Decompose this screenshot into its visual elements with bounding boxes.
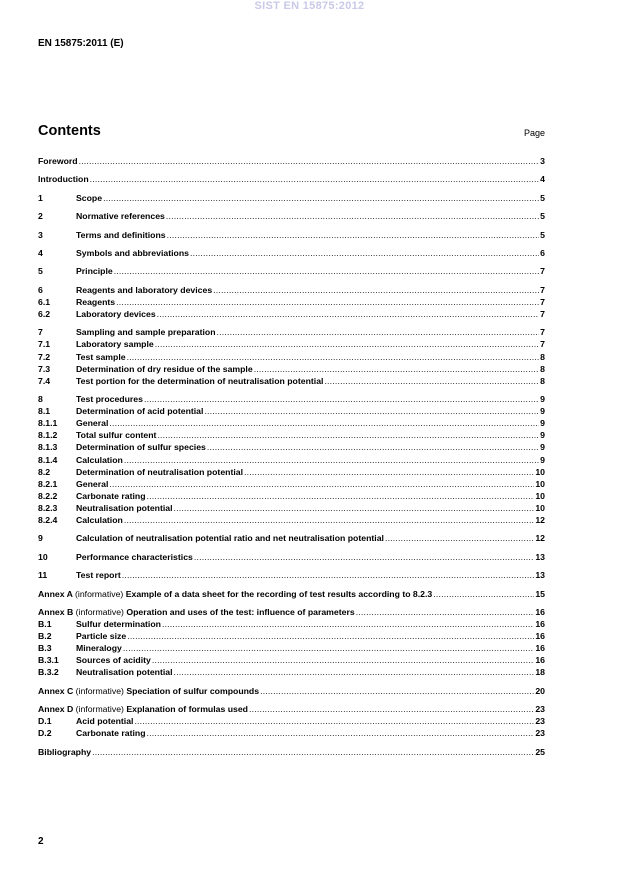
toc-entry-number: B.2 — [38, 631, 52, 642]
toc-entry-title: Calculation — [76, 515, 123, 526]
toc-entry-title: Test report — [76, 570, 121, 581]
toc-group — [38, 210, 545, 222]
toc-entry-page: 5 — [540, 229, 545, 240]
toc-entry[interactable] — [38, 210, 545, 222]
annex-label: Annex A — [38, 588, 76, 599]
toc-entry-number: 10 — [38, 551, 48, 562]
toc-entry[interactable] — [38, 630, 545, 642]
dot-leader — [194, 551, 534, 563]
dot-leader — [385, 532, 534, 544]
toc-entry[interactable] — [38, 405, 545, 417]
dot-leader — [155, 338, 539, 350]
toc-group — [38, 284, 545, 320]
toc-entry-title: Laboratory sample — [76, 339, 154, 350]
dot-leader — [162, 618, 534, 630]
toc-entry[interactable] — [38, 703, 545, 715]
toc-entry-title: Normative references — [76, 211, 165, 222]
dot-leader — [122, 569, 535, 581]
toc-entry-number: 9 — [38, 533, 43, 544]
toc-entry-number: 8.2.1 — [38, 478, 58, 489]
dot-leader — [134, 715, 534, 727]
dot-leader — [356, 606, 535, 618]
toc-entry-page: 5 — [540, 192, 545, 203]
annex-title: Explanation of formulas used — [126, 704, 248, 715]
toc-entry-title: Introduction — [38, 174, 89, 185]
toc-entry-title: Determination of neutralisation potential — [76, 466, 244, 477]
toc-entry-number: B.3 — [38, 643, 52, 654]
toc-entry-number: 8.2.4 — [38, 515, 58, 526]
toc-entry-number: 2 — [38, 211, 43, 222]
toc-entry-title: Scope — [76, 192, 103, 203]
toc-entry[interactable] — [38, 308, 545, 320]
toc-entry-number: 1 — [38, 192, 43, 203]
toc-entry[interactable] — [38, 441, 545, 453]
dot-leader — [244, 466, 534, 478]
toc-entry-page: 23 — [535, 704, 545, 715]
dot-leader — [207, 441, 539, 453]
annex-title: Speciation of sulfur compounds — [126, 685, 260, 696]
toc-entry-number: 8.1 — [38, 406, 51, 417]
dot-leader — [116, 296, 539, 308]
toc-entry-page: 16 — [535, 606, 545, 617]
toc-entry[interactable] — [38, 417, 545, 429]
toc-entry[interactable] — [38, 514, 545, 526]
toc-entry-title: Symbols and abbreviations — [76, 247, 189, 258]
toc-entry-page: 13 — [535, 551, 545, 562]
toc-entry-page: 15 — [535, 588, 545, 599]
toc-entry-page: 9 — [540, 442, 545, 453]
toc-entry-number: 4 — [38, 247, 43, 258]
toc-entry[interactable] — [38, 642, 545, 654]
toc-entry[interactable] — [38, 618, 545, 630]
dot-leader — [167, 229, 540, 241]
toc-entry-title: Determination of acid potential — [76, 406, 204, 417]
toc-entry-number: 8.2 — [38, 466, 51, 477]
toc-entry-page: 23 — [535, 716, 545, 727]
toc-entry[interactable] — [38, 715, 545, 727]
toc-entry-number: 8.1.2 — [38, 430, 58, 441]
annex-label: Annex C — [38, 685, 76, 696]
toc-entry-title: Sulfur determination — [76, 619, 161, 630]
toc-entry[interactable] — [38, 551, 545, 563]
dot-leader — [152, 654, 534, 666]
annex-title: Operation and uses of the test: influence of parameters — [126, 606, 355, 617]
toc-entry-number: 8 — [38, 394, 43, 405]
toc-entry[interactable] — [38, 326, 545, 338]
toc-entry-title: Determination of sulfur species — [76, 442, 206, 453]
contents-title: Contents — [38, 123, 101, 139]
toc-entry-page: 9 — [540, 406, 545, 417]
toc-entry[interactable] — [38, 351, 545, 363]
toc-entry[interactable] — [38, 532, 545, 544]
toc-entry[interactable] — [38, 393, 545, 405]
toc-entry[interactable] — [38, 502, 545, 514]
toc-entry[interactable] — [38, 229, 545, 241]
toc-entry-number: D.2 — [38, 728, 52, 739]
dot-leader — [123, 642, 534, 654]
toc-entry[interactable] — [38, 454, 545, 466]
toc-entry-page: 12 — [535, 515, 545, 526]
toc-entry[interactable] — [38, 192, 545, 204]
toc-entry[interactable] — [38, 284, 545, 296]
annex-type: (informative) — [75, 704, 127, 715]
dot-leader — [166, 210, 539, 222]
page-number: 2 — [38, 836, 44, 847]
toc-entry-number: 7.1 — [38, 339, 51, 350]
toc-entry-title: Principle — [76, 266, 113, 277]
toc-entry-page: 7 — [540, 284, 545, 295]
toc-entry-page: 23 — [535, 728, 545, 739]
toc-entry-title: Test portion for the determination of neutralisation potential — [76, 375, 324, 386]
dot-leader — [103, 192, 539, 204]
toc-entry-title: Neutralisation potential — [76, 502, 173, 513]
dot-leader — [174, 666, 535, 678]
toc-entry-page: 8 — [540, 363, 545, 374]
toc-entry-page: 16 — [535, 643, 545, 654]
toc-entry-title: Carbonate rating — [76, 490, 146, 501]
annex-type: (informative) — [75, 685, 127, 696]
dot-leader — [92, 746, 534, 758]
toc-entry-page: 4 — [540, 174, 545, 185]
dot-leader — [324, 375, 539, 387]
toc-group — [38, 746, 545, 758]
toc-entry[interactable] — [38, 569, 545, 581]
toc-entry-number: 8.2.3 — [38, 502, 58, 513]
toc-group — [38, 229, 545, 241]
toc-entry-page: 8 — [540, 375, 545, 386]
toc-entry[interactable] — [38, 466, 545, 478]
toc-entry[interactable] — [38, 478, 545, 490]
toc-entry-title: Neutralisation potential — [76, 667, 173, 678]
dot-leader — [90, 173, 539, 185]
toc-group — [38, 551, 545, 563]
dot-leader — [217, 326, 540, 338]
toc-entry-title: General — [76, 418, 109, 429]
toc-entry[interactable] — [38, 155, 545, 167]
toc-group — [38, 393, 545, 526]
toc-entry-title: Acid potential — [76, 716, 134, 727]
toc-entry-number: D.1 — [38, 716, 52, 727]
toc-entry-number: 5 — [38, 266, 43, 277]
toc-entry[interactable] — [38, 429, 545, 441]
dot-leader — [127, 630, 534, 642]
dot-leader — [190, 247, 539, 259]
dot-leader — [157, 429, 539, 441]
toc-entry-page: 10 — [535, 478, 545, 489]
toc-entry-number: 8.1.4 — [38, 454, 58, 465]
toc-entry-title: Test sample — [76, 351, 126, 362]
toc-entry-number: 8.1.3 — [38, 442, 58, 453]
toc-entry-page: 12 — [535, 533, 545, 544]
dot-leader — [109, 478, 534, 490]
toc-entry-number: 6.1 — [38, 296, 51, 307]
toc-entry-page: 9 — [540, 418, 545, 429]
toc-entry-title — [38, 606, 355, 618]
toc-entry-title: Mineralogy — [76, 643, 122, 654]
toc-entry[interactable] — [38, 265, 545, 277]
dot-leader — [124, 454, 539, 466]
toc-entry-number: B.3.1 — [38, 655, 59, 666]
toc-entry[interactable] — [38, 247, 545, 259]
toc-entry-page: 13 — [535, 570, 545, 581]
annex-type: (informative) — [75, 606, 127, 617]
toc-entry-title: Sampling and sample preparation — [76, 327, 216, 338]
toc-entry-title: Bibliography — [38, 746, 92, 757]
toc-entry-page: 9 — [540, 394, 545, 405]
toc-entry-title: Calculation — [76, 454, 123, 465]
toc-group — [38, 192, 545, 204]
toc-entry-page: 16 — [535, 655, 545, 666]
toc-entry[interactable] — [38, 338, 545, 350]
toc-entry[interactable] — [38, 588, 545, 600]
toc-entry-number: 11 — [38, 570, 48, 581]
toc-entry-page: 20 — [535, 685, 545, 696]
toc-entry-title — [38, 588, 432, 600]
toc-entry-page: 7 — [540, 339, 545, 350]
toc-group — [38, 247, 545, 259]
toc-entry-number: B.3.2 — [38, 667, 59, 678]
dot-leader — [109, 417, 539, 429]
toc-entry-number: 8.1.1 — [38, 418, 58, 429]
dot-leader — [147, 490, 535, 502]
toc-entry-title: General — [76, 478, 109, 489]
toc-entry-title — [38, 685, 259, 697]
dot-leader — [174, 502, 535, 514]
toc-entry-number: 7 — [38, 327, 43, 338]
toc-entry-number: 3 — [38, 229, 43, 240]
toc-entry-title: Foreword — [38, 156, 78, 166]
toc-entry[interactable] — [38, 490, 545, 502]
toc-entry-number: 8.2.2 — [38, 490, 58, 501]
toc-entry-title: Particle size — [76, 631, 127, 642]
toc-entry[interactable] — [38, 746, 545, 758]
toc-entry-number: 7.2 — [38, 351, 51, 362]
annex-label: Annex D — [38, 704, 76, 715]
toc-group — [38, 532, 545, 544]
toc-entry-page: 7 — [540, 266, 545, 277]
dot-leader — [114, 265, 539, 277]
dot-leader — [249, 703, 534, 715]
toc-entry-page: 18 — [535, 667, 545, 678]
toc-entry[interactable] — [38, 363, 545, 375]
toc-entry[interactable] — [38, 606, 545, 618]
toc-entry-title: Carbonate rating — [76, 728, 146, 739]
toc-entry[interactable] — [38, 685, 545, 697]
toc-group — [38, 265, 545, 277]
toc-entry-page: 9 — [540, 454, 545, 465]
toc-group — [38, 685, 545, 697]
toc-entry-page: 5 — [540, 211, 545, 222]
toc-entry-title — [38, 703, 248, 715]
toc-entry-page: 16 — [535, 619, 545, 630]
toc-entry[interactable] — [38, 727, 545, 739]
toc-entry-title: Sources of acidity — [76, 655, 151, 666]
watermark: SIST EN 15875:2012 — [254, 0, 365, 12]
toc-entry-page: 8 — [540, 351, 545, 362]
toc-entry[interactable] — [38, 173, 545, 185]
toc-group — [38, 569, 545, 581]
annex-title: Example of a data sheet for the recording of test results according to 8.2.3 — [125, 588, 433, 599]
dot-leader — [147, 727, 535, 739]
toc-group — [38, 155, 545, 167]
annex-type: (informative) — [75, 588, 126, 599]
toc-entry-page: 10 — [535, 466, 545, 477]
toc-entry-page: 10 — [535, 502, 545, 513]
table-of-contents — [38, 155, 545, 764]
toc-group — [38, 606, 545, 679]
toc-entry-title: Total sulfur content — [76, 430, 157, 441]
toc-entry-page: 3 — [540, 156, 545, 166]
dot-leader — [254, 363, 539, 375]
dot-leader — [144, 393, 539, 405]
toc-entry[interactable] — [38, 666, 545, 678]
toc-entry[interactable] — [38, 375, 545, 387]
toc-entry-page: 16 — [535, 631, 545, 642]
page-column-label: Page — [523, 128, 545, 138]
toc-entry-number: 6.2 — [38, 308, 51, 319]
toc-entry-title: Determination of dry residue of the sample — [76, 363, 253, 374]
toc-group — [38, 588, 545, 600]
toc-entry-title: Laboratory devices — [76, 308, 156, 319]
toc-entry-page: 9 — [540, 430, 545, 441]
dot-leader — [124, 514, 535, 526]
toc-entry-number: B.1 — [38, 619, 52, 630]
dot-leader — [433, 588, 534, 600]
toc-entry[interactable] — [38, 296, 545, 308]
dot-leader — [204, 405, 539, 417]
toc-entry-number: 6 — [38, 284, 43, 295]
toc-group — [38, 173, 545, 185]
dot-leader — [157, 308, 539, 320]
annex-label: Annex B — [38, 606, 76, 617]
toc-entry[interactable] — [38, 654, 545, 666]
toc-entry-page: 7 — [540, 296, 545, 307]
toc-entry-page: 25 — [535, 746, 545, 757]
toc-entry-number: 7.4 — [38, 375, 51, 386]
toc-group — [38, 326, 545, 386]
toc-entry-page: 10 — [535, 490, 545, 501]
dot-leader — [79, 155, 540, 167]
toc-entry-page: 7 — [540, 308, 545, 319]
dot-leader — [213, 284, 539, 296]
toc-entry-title: Test procedures — [76, 394, 143, 405]
dot-leader — [127, 351, 540, 363]
toc-entry-title: Performance characteristics — [76, 551, 193, 562]
dot-leader — [260, 685, 534, 697]
toc-entry-title: Reagents and laboratory devices — [76, 284, 213, 295]
toc-entry-title: Terms and definitions — [76, 229, 166, 240]
toc-entry-title: Calculation of neutralisation potential ratio and net neutralisation potential — [76, 533, 384, 544]
toc-group — [38, 703, 545, 739]
toc-entry-page: 6 — [540, 247, 545, 258]
document-id: EN 15875:2011 (E) — [38, 38, 124, 49]
toc-entry-number: 7.3 — [38, 363, 51, 374]
toc-entry-page: 7 — [540, 327, 545, 338]
toc-entry-title: Reagents — [76, 296, 116, 307]
